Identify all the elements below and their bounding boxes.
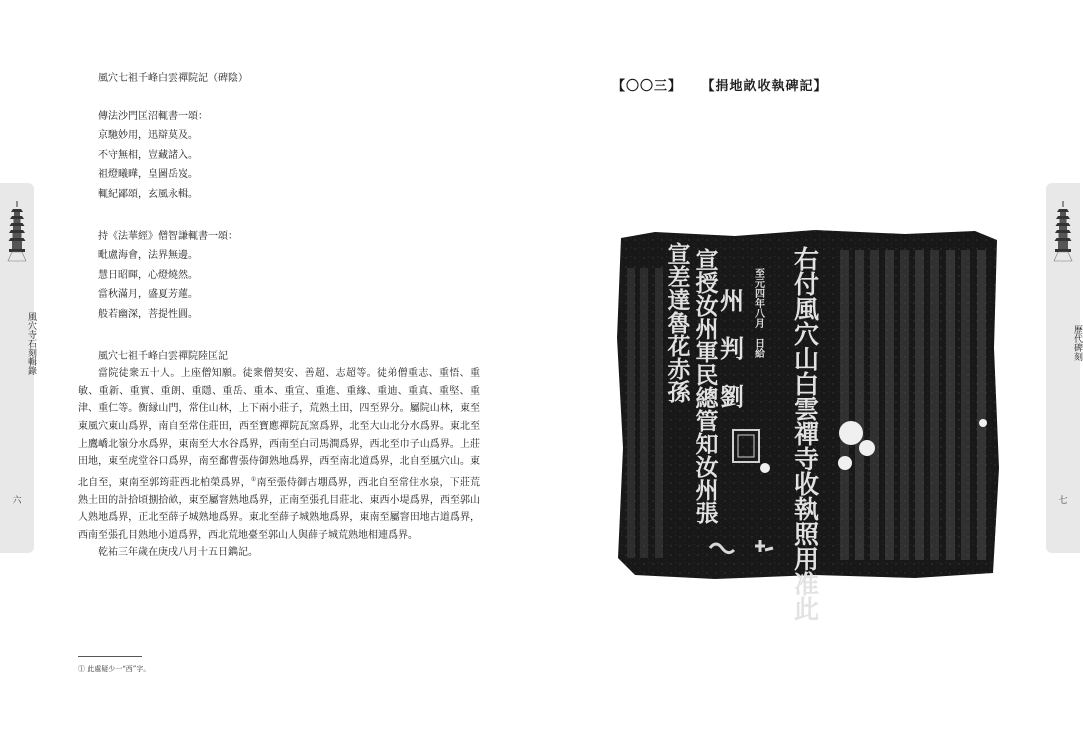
inscription-body-part2: 南至張侍御古堋爲界，西北自至常住水泉，下莊荒熟土田的計拾頃捌拾畝，東至屬窨熟地爲界，正南至張孔目莊北、東西小堤爲界，西至郭山人熟地爲界，正北至薛子城熟地爲界。東北至薛子城熟地爲界，東南至屬窨田地古道爲界，西南至張孔目熟地小道爲界，西北荒地臺至郭山人與薛子城荒熟地相連爲界。 — [78, 477, 481, 541]
stele-title — [612, 75, 854, 94]
stele-name: 【捐地畝收執碑記】 — [708, 79, 828, 94]
poem-line: 慧日昭暉，心燈燒然。 — [98, 269, 198, 281]
left-page-number: 六 — [12, 496, 22, 506]
pagoda-icon — [1054, 201, 1072, 261]
footnote-marker[interactable]: ① — [250, 475, 257, 483]
rubbing-column-xuanshou: 宣授汝州軍民總管知汝州張 — [691, 248, 719, 524]
right-tab-title: 歷代碑刻 — [1072, 325, 1082, 361]
inscription-title: 風穴七祖千峰白雲禪院陸匡記 — [98, 350, 228, 362]
poem-line: 當秋滿月，盛夏芳蓮。 — [98, 289, 198, 301]
footnote-divider — [78, 656, 142, 657]
rubbing-column-zhou: 州 判 劉 — [715, 288, 745, 408]
inscription-body-part1: 當院徒衆五十人。上座僧知願。徒衆僧契安、善超、志超等。徒弟僧重志、重悟、重敏、重新、重實、重朗、重隱、重岳、重本、重宣、重進、重緣、重迪、重真、重堅、重津、重仁等。衡縁山門，常住山林，上下兩小莊子，荒熟土田，四至界分。屬院山林，東至東風穴東山爲界，南自至常住莊田，西至寶應禪院瓦窯爲界，北至大山北分水爲界。東北至上鷹嶠北嶺分水爲界，東南至大水谷爲界，西南至白司馬澗爲界，西北至巾子山爲界。上莊田地，東至虎堂谷口爲界，南至鄱曹張侍御熟地爲界，西至南北道爲界，北自至風穴山。東北自至，東南至郭筠莊西北柏榮爲界， — [78, 368, 480, 489]
rubbing-column-main: 右付風穴山白雲禪寺收執照用准此 — [790, 246, 820, 621]
left-side-tab — [0, 183, 34, 553]
closing-line: 乾祐三年歲在庚戌八月十五日鐫記。 — [98, 547, 258, 559]
stele-number: 【〇〇三】 — [612, 79, 683, 94]
pagoda-icon — [8, 201, 26, 261]
inscription-body — [78, 365, 480, 544]
stele-rubbing-image — [615, 228, 1000, 621]
poem-line: 般若幽深，菩提性圓。 — [98, 308, 198, 320]
section-title: 風穴七祖千峰白雲禪院記（碑陰） — [98, 73, 248, 84]
right-side-tab — [1046, 183, 1080, 553]
right-page-number: 七 — [1058, 496, 1068, 506]
footnote: ① 此處疑少一“西”字。 — [78, 665, 151, 673]
poem-line: 不守無相，豈藏諸入。 — [98, 149, 198, 161]
poem-line: 毗盧海會，法界無邊。 — [98, 250, 198, 262]
rubbing-column-daru: 宣差達魯花赤孫 — [663, 242, 691, 403]
poem-heading: 傳法沙門匡沼輒書一頌： — [98, 110, 208, 122]
left-page-text — [78, 70, 480, 562]
rubbing-column-date: 至元四年八月 日給 — [752, 268, 764, 358]
poem-line: 祖燈曦曄，皇圖岳岌。 — [98, 169, 198, 181]
poem-line: 輒紀鄙頌，玄風永輯。 — [98, 188, 198, 200]
poem-heading: 持《法華經》僧智謙輒書一頌： — [98, 230, 238, 242]
left-tab-title: 風穴寺石刻輯錄 — [26, 311, 36, 375]
poem-line: 京馳妙用，迅辯莫及。 — [98, 130, 198, 142]
